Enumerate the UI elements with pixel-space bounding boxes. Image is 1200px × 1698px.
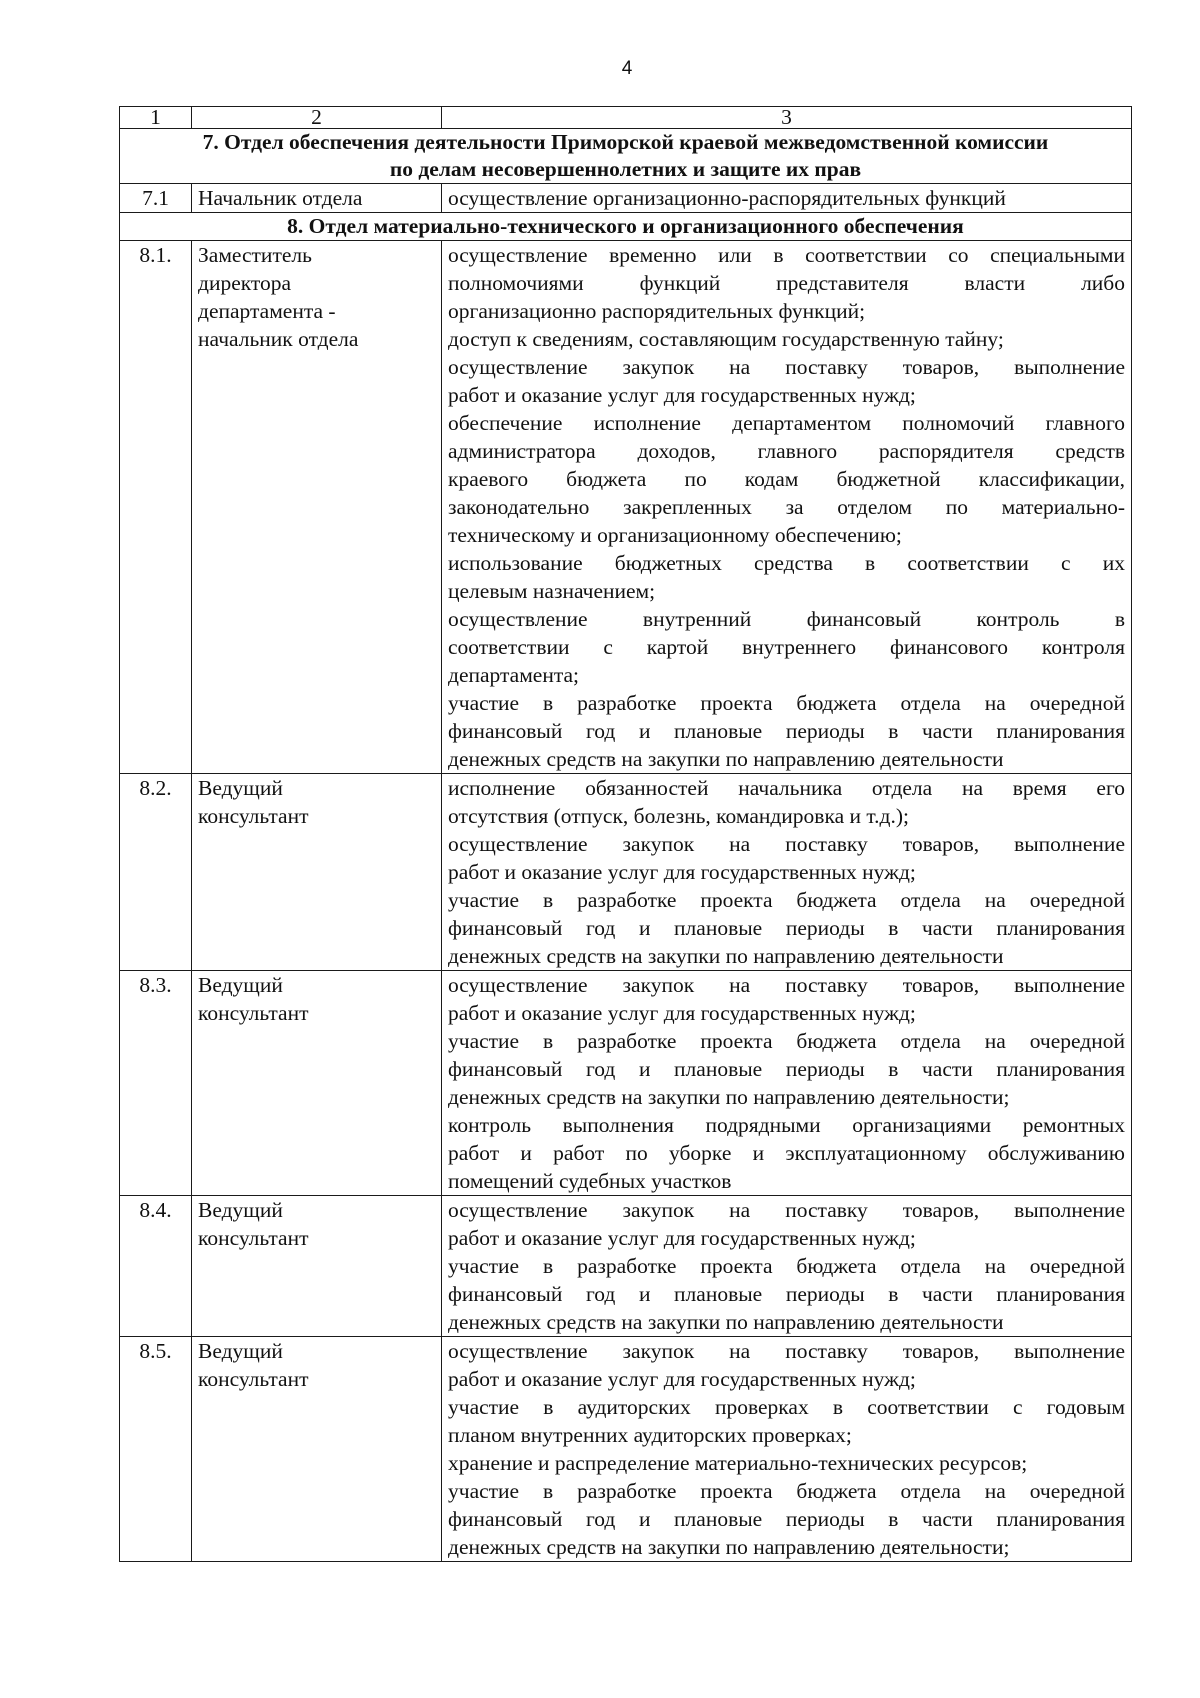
- duty-line: работ и оказание услуг для государственных нужд;: [448, 383, 916, 407]
- duty-line: исполнение обязанностей начальника отдела на время его: [448, 776, 1125, 800]
- row-number: 8.2.: [120, 774, 192, 971]
- duty-line: департамента;: [448, 663, 580, 687]
- duty-line: участие в разработке проекта бюджета отдела на очередной: [448, 888, 1125, 912]
- position-line: консультант: [198, 1367, 309, 1391]
- duty-line: осуществление закупок на поставку товаров, выполнение: [448, 355, 1125, 379]
- duty-line: денежных средств на закупки по направлению деятельности;: [448, 1535, 1010, 1559]
- row-position: Начальник отдела: [192, 184, 442, 213]
- duty-line: финансовый год и плановые периоды в части планирования: [448, 1507, 1125, 1531]
- duty-line: доступ к сведениям, составляющим государственную тайну;: [448, 327, 1004, 351]
- table-header-row: [120, 107, 1132, 129]
- duty-line: осуществление закупок на поставку товаров, выполнение: [448, 973, 1125, 997]
- duty-line: контроль выполнения подрядными организациями ремонтных: [448, 1113, 1125, 1137]
- row-duties: [442, 241, 1132, 774]
- table-row: [120, 774, 1132, 971]
- duty-line: участие в разработке проекта бюджета отдела на очередной: [448, 691, 1125, 715]
- duty-line: техническому и организационному обеспечению;: [448, 523, 902, 547]
- duty-line: краевого бюджета по кодам бюджетной классификации,: [448, 467, 1125, 491]
- duty-line: отсутствия (отпуск, болезнь, командировка и т.д.);: [448, 804, 909, 828]
- duty-line: участие в разработке проекта бюджета отдела на очередной: [448, 1029, 1125, 1053]
- section-7-title-line: по делам несовершеннолетних и защите их прав: [389, 157, 862, 181]
- section-7-title-line: 7. Отдел обеспечения деятельности Приморской краевой межведомственной комиссии: [202, 130, 1049, 154]
- table-row: [120, 184, 1132, 213]
- duty-line: работ и оказание услуг для государственных нужд;: [448, 860, 916, 884]
- duty-line: хранение и распределение материально-технических ресурсов;: [448, 1451, 1028, 1475]
- duty-line: помещений судебных участков: [448, 1169, 732, 1193]
- row-duties: [442, 1196, 1132, 1337]
- row-number: 8.4.: [120, 1196, 192, 1337]
- row-position: [192, 1337, 442, 1562]
- duty-line: участие в разработке проекта бюджета отдела на очередной: [448, 1479, 1125, 1503]
- page-number: 4: [621, 58, 633, 79]
- position-line: директора: [198, 271, 292, 295]
- position-line: Ведущий: [198, 1198, 283, 1222]
- position-line: Ведущий: [198, 973, 283, 997]
- duty-line: осуществление закупок на поставку товаров, выполнение: [448, 832, 1125, 856]
- row-number: 7.1: [120, 184, 192, 213]
- table-row: [120, 971, 1132, 1196]
- duty-line: целевым назначением;: [448, 579, 656, 603]
- duty-line: использование бюджетных средства в соответствии с их: [448, 551, 1125, 575]
- duty-line: финансовый год и плановые периоды в части планирования: [448, 1057, 1125, 1081]
- duty-line: обеспечение исполнение департаментом полномочий главного: [448, 411, 1125, 435]
- position-line: начальник отдела: [198, 327, 359, 351]
- duty-line: полномочиями функций представителя власти либо: [448, 271, 1125, 295]
- duty-line: работ и оказание услуг для государственных нужд;: [448, 1001, 916, 1025]
- position-line: консультант: [198, 1226, 309, 1250]
- row-number: 8.5.: [120, 1337, 192, 1562]
- table-row: [120, 1337, 1132, 1562]
- row-duties: осуществление организационно-распорядительных функций: [442, 184, 1132, 213]
- section-7-row: [120, 129, 1132, 184]
- section-7-title: [120, 129, 1132, 184]
- duty-line: работ и оказание услуг для государственных нужд;: [448, 1367, 916, 1391]
- duty-line: соответствии с картой внутреннего финансового контроля: [448, 635, 1125, 659]
- duty-line: осуществление закупок на поставку товаров, выполнение: [448, 1198, 1125, 1222]
- row-duties: [442, 774, 1132, 971]
- table-row: [120, 1196, 1132, 1337]
- section-8-row: [120, 213, 1132, 241]
- row-position: [192, 1196, 442, 1337]
- column-header-3: 3: [442, 107, 1132, 129]
- position-line: департамента -: [198, 299, 336, 323]
- duty-line: организационно распорядительных функций;: [448, 299, 866, 323]
- duty-line: денежных средств на закупки по направлению деятельности: [448, 747, 1004, 771]
- duty-line: осуществление внутренний финансовый контроль в: [448, 607, 1125, 631]
- duty-line: администратора доходов, главного распорядителя средств: [448, 439, 1125, 463]
- column-header-1: 1: [120, 107, 192, 129]
- duty-line: участие в разработке проекта бюджета отдела на очередной: [448, 1254, 1125, 1278]
- row-number: 8.1.: [120, 241, 192, 774]
- duty-line: финансовый год и плановые периоды в части планирования: [448, 1282, 1125, 1306]
- row-duties: [442, 971, 1132, 1196]
- position-line: Заместитель: [198, 243, 312, 267]
- position-line: консультант: [198, 804, 309, 828]
- duty-line: осуществление временно или в соответствии со специальными: [448, 243, 1125, 267]
- duty-line: финансовый год и плановые периоды в части планирования: [448, 916, 1125, 940]
- position-line: Ведущий: [198, 1339, 283, 1363]
- duty-line: законодательно закрепленных за отделом по материально-: [448, 495, 1125, 519]
- duty-line: работ и работ по уборке и эксплуатационному обслуживанию: [448, 1141, 1125, 1165]
- column-header-2: 2: [192, 107, 442, 129]
- duty-line: участие в аудиторских проверках в соответствии с годовым: [448, 1395, 1125, 1419]
- table-row: [120, 241, 1132, 774]
- position-line: консультант: [198, 1001, 309, 1025]
- duty-line: планом внутренних аудиторских проверках;: [448, 1423, 852, 1447]
- row-position: [192, 241, 442, 774]
- duty-line: денежных средств на закупки по направлению деятельности: [448, 944, 1004, 968]
- duty-line: осуществление закупок на поставку товаров, выполнение: [448, 1339, 1125, 1363]
- row-position: [192, 971, 442, 1196]
- duty-line: работ и оказание услуг для государственных нужд;: [448, 1226, 916, 1250]
- row-number: 8.3.: [120, 971, 192, 1196]
- position-line: Ведущий: [198, 776, 283, 800]
- duty-line: финансовый год и плановые периоды в части планирования: [448, 719, 1125, 743]
- duty-line: денежных средств на закупки по направлению деятельности;: [448, 1085, 1010, 1109]
- positions-table: [119, 106, 1132, 1562]
- row-duties: [442, 1337, 1132, 1562]
- duty-line: денежных средств на закупки по направлению деятельности: [448, 1310, 1004, 1334]
- section-8-title: 8. Отдел материально-технического и организационного обеспечения: [120, 213, 1132, 241]
- row-position: [192, 774, 442, 971]
